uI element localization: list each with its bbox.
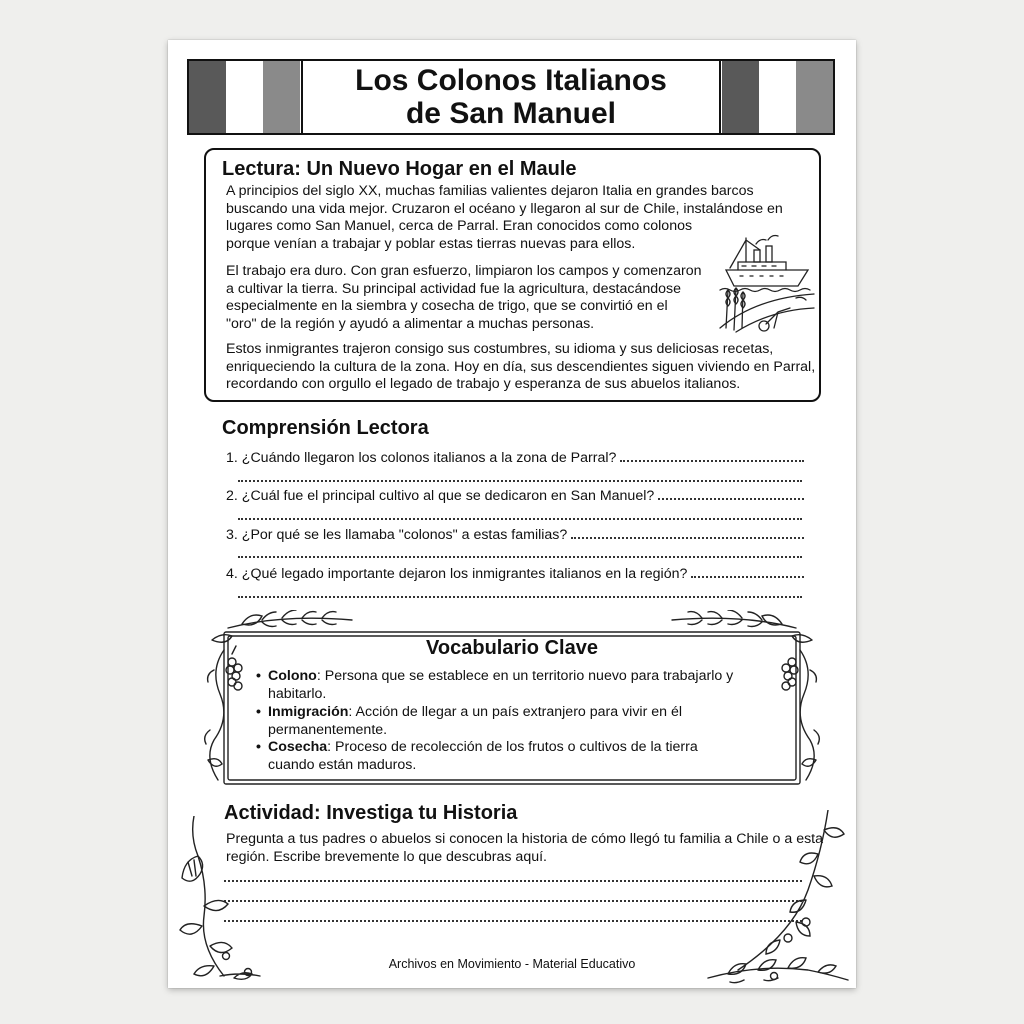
- question-2: [226, 486, 804, 505]
- vocab-item-cosecha: • Cosecha: Proceso de recolección de los frutos o cultivos de la tierra cuando están maduros.: [256, 739, 698, 773]
- reading-title: Lectura: Un Nuevo Hogar en el Maule: [222, 158, 577, 180]
- vocab-item-inmigracion: • Inmigración: Acción de llegar a un país extranjero para vivir en él permanentemente.: [256, 704, 683, 738]
- vocabulary-title: Vocabulario Clave: [426, 637, 598, 659]
- activity-text: Pregunta a tus padres o abuelos si conocen la historia de cómo llegó tu familia a Chile o a esta región. Escribe brevemente lo que descubras aquí.: [226, 831, 824, 865]
- flag-stripes-right: [722, 61, 833, 133]
- reading-line: buscando una vida mejor. Cruzaron el océano y llegaron al sur de Chile, instalándose en: [226, 200, 783, 217]
- footer-text: Archivos en Movimiento - Material Educativo: [388, 957, 636, 971]
- comprehension-title: Comprensión Lectora: [222, 417, 429, 439]
- answer-line[interactable]: [620, 448, 804, 462]
- question-1: [226, 448, 804, 467]
- flag-stripes-left: [189, 61, 300, 133]
- worksheet-page: [168, 40, 856, 988]
- vocab-item-colono: • Colono: Persona que se establece en un territorio nuevo para trabajarlo y habitarlo.: [256, 668, 734, 702]
- reading-line: a cultivar la tierra. Su principal actividad fue la agricultura, destacándose: [226, 280, 682, 297]
- reading-line: Estos inmigrantes trajeron consigo sus costumbres, su idioma y sus deliciosas recetas,: [226, 341, 774, 357]
- answer-line[interactable]: [571, 525, 804, 539]
- page-title: Los Colonos Italianos de San Manuel: [355, 64, 667, 130]
- activity-title: Actividad: Investiga tu Historia: [224, 802, 518, 824]
- question-4: [226, 564, 804, 583]
- vocab-definition: : Persona que se establece en un territorio nuevo para trabajarlo y habitarlo.: [268, 668, 734, 702]
- question-text: 4. ¿Qué legado importante dejaron los inmigrantes italianos en la región?: [226, 566, 688, 582]
- reading-paragraph-3: [226, 341, 815, 394]
- question-text: 1. ¿Cuándo llegaron los colonos italianos a la zona de Parral?: [226, 450, 617, 466]
- answer-line[interactable]: [238, 556, 802, 558]
- vocab-term: Inmigración: [268, 704, 349, 720]
- ship-and-wheat-field-icon: [716, 228, 816, 338]
- question-text: 3. ¿Por qué se les llamaba "colonos" a estas familias?: [226, 527, 568, 543]
- reading-line: A principios del siglo XX, muchas familias valientes dejaron Italia en grandes barcos: [226, 183, 754, 199]
- answer-line[interactable]: [238, 596, 802, 598]
- reading-box: [204, 148, 821, 402]
- question-text: 2. ¿Cuál fue el principal cultivo al que se dedicaron en San Manuel?: [226, 488, 655, 504]
- reading-line: especialmente en la siembra y cosecha de trigo, que se convirtió en el: [226, 298, 668, 314]
- answer-line[interactable]: [658, 486, 804, 500]
- vocab-term: Colono: [268, 668, 317, 684]
- vocab-term: Cosecha: [268, 739, 328, 755]
- reading-line: El trabajo era duro. Con gran esfuerzo, limpiaron los campos y comenzaron: [226, 263, 702, 279]
- reading-paragraph-2: [226, 263, 702, 333]
- answer-line[interactable]: [691, 564, 804, 578]
- reading-line: lugares como San Manuel, cerca de Parral. Eran conocidos como colonos: [226, 218, 693, 234]
- question-3: [226, 525, 804, 544]
- answer-line[interactable]: [238, 480, 802, 482]
- vocab-definition: : Acción de llegar a un país extranjero para vivir en él permanentemente.: [268, 704, 683, 738]
- reading-line: "oro" de la región y ayudó a alimentar a muchas personas.: [226, 315, 595, 332]
- header-banner: [187, 59, 835, 135]
- title-box: [301, 61, 721, 133]
- reading-paragraph-1: [226, 183, 783, 253]
- reading-line: recordando con orgullo el legado de trabajo y esperanza de sus abuelos italianos.: [226, 376, 741, 392]
- reading-line: enriqueciendo la cultura de la zona. Hoy en día, sus descendientes siguen viviendo en Parral,: [226, 358, 816, 375]
- vocab-definition: : Proceso de recolección de los frutos o cultivos de la tierra cuando están maduros.: [268, 739, 698, 773]
- answer-line[interactable]: [238, 518, 802, 520]
- reading-line: porque venían a trabajar y poblar estas tierras nuevas para ellos.: [226, 235, 636, 252]
